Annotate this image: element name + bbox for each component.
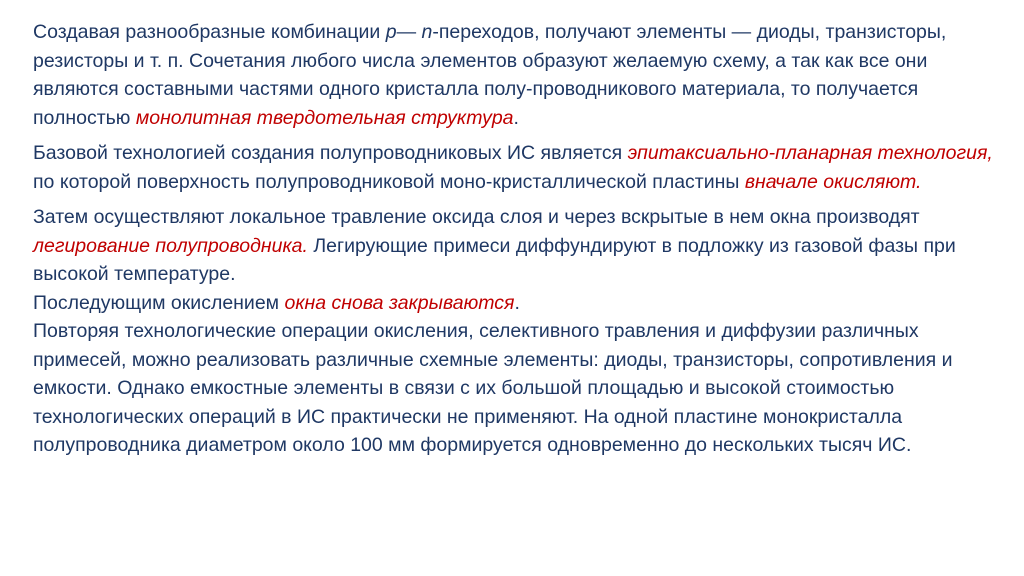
text-run: Создавая разнообразные комбинации xyxy=(33,21,386,43)
highlight-text: окна снова закрываются xyxy=(284,291,515,314)
text-run: Затем осуществляют локальное травление оксида слоя и через вскрытые в нем окна производят xyxy=(33,206,920,228)
highlight-text: вначале окисляют. xyxy=(744,170,922,193)
highlight-text: эпитаксиально-планарная технология, xyxy=(627,142,993,164)
text-run: Легирующие примеси диффундируют в подложку из газовой фазы при высокой температуре. xyxy=(33,234,956,285)
text-run: по которой поверхность полупроводниковой моно-кристаллической пластины xyxy=(33,170,745,193)
paragraph-5 xyxy=(33,317,994,460)
text-run: Последующим окислением xyxy=(33,291,285,314)
highlight-text: монолитная твердотельная структура xyxy=(135,106,514,129)
paragraph-2 xyxy=(33,139,994,196)
text-run: . xyxy=(514,291,520,314)
text-run: Базовой технологией создания полупроводниковых ИС является xyxy=(33,142,628,164)
highlight-text: легирование полупроводника. xyxy=(33,234,308,257)
text-run: — xyxy=(396,21,422,43)
text-run-italic: n xyxy=(421,21,433,43)
text-run: . xyxy=(513,106,519,129)
paragraph-4 xyxy=(33,289,994,318)
paragraph-3 xyxy=(33,203,994,289)
text-run-italic: p xyxy=(385,21,397,43)
text-run: Повторяя технологические операции окисления, селективного травления и диффузии различных примесей, можно реализовать различные схемные элементы: диоды, транзисторы, сопротивления и емкости. Однако емкостные элементы в связи с их большой площадью и высокой стоимостью технологических операций в ИС практически не применяют. На одной пластине монокристалла полупроводника диаметром около 100 мм формируется одновременно до нескольких тысяч ИС. xyxy=(33,320,953,456)
paragraph-1 xyxy=(33,18,994,132)
text-run: -переходов, получают элементы — диоды, транзисторы, резисторы и т. п. Сочетания любого числа элементов образуют желаемую схему, а так как все они являются составными частями одного кристалла полу-проводникового материала, то получается полностью xyxy=(33,21,947,129)
